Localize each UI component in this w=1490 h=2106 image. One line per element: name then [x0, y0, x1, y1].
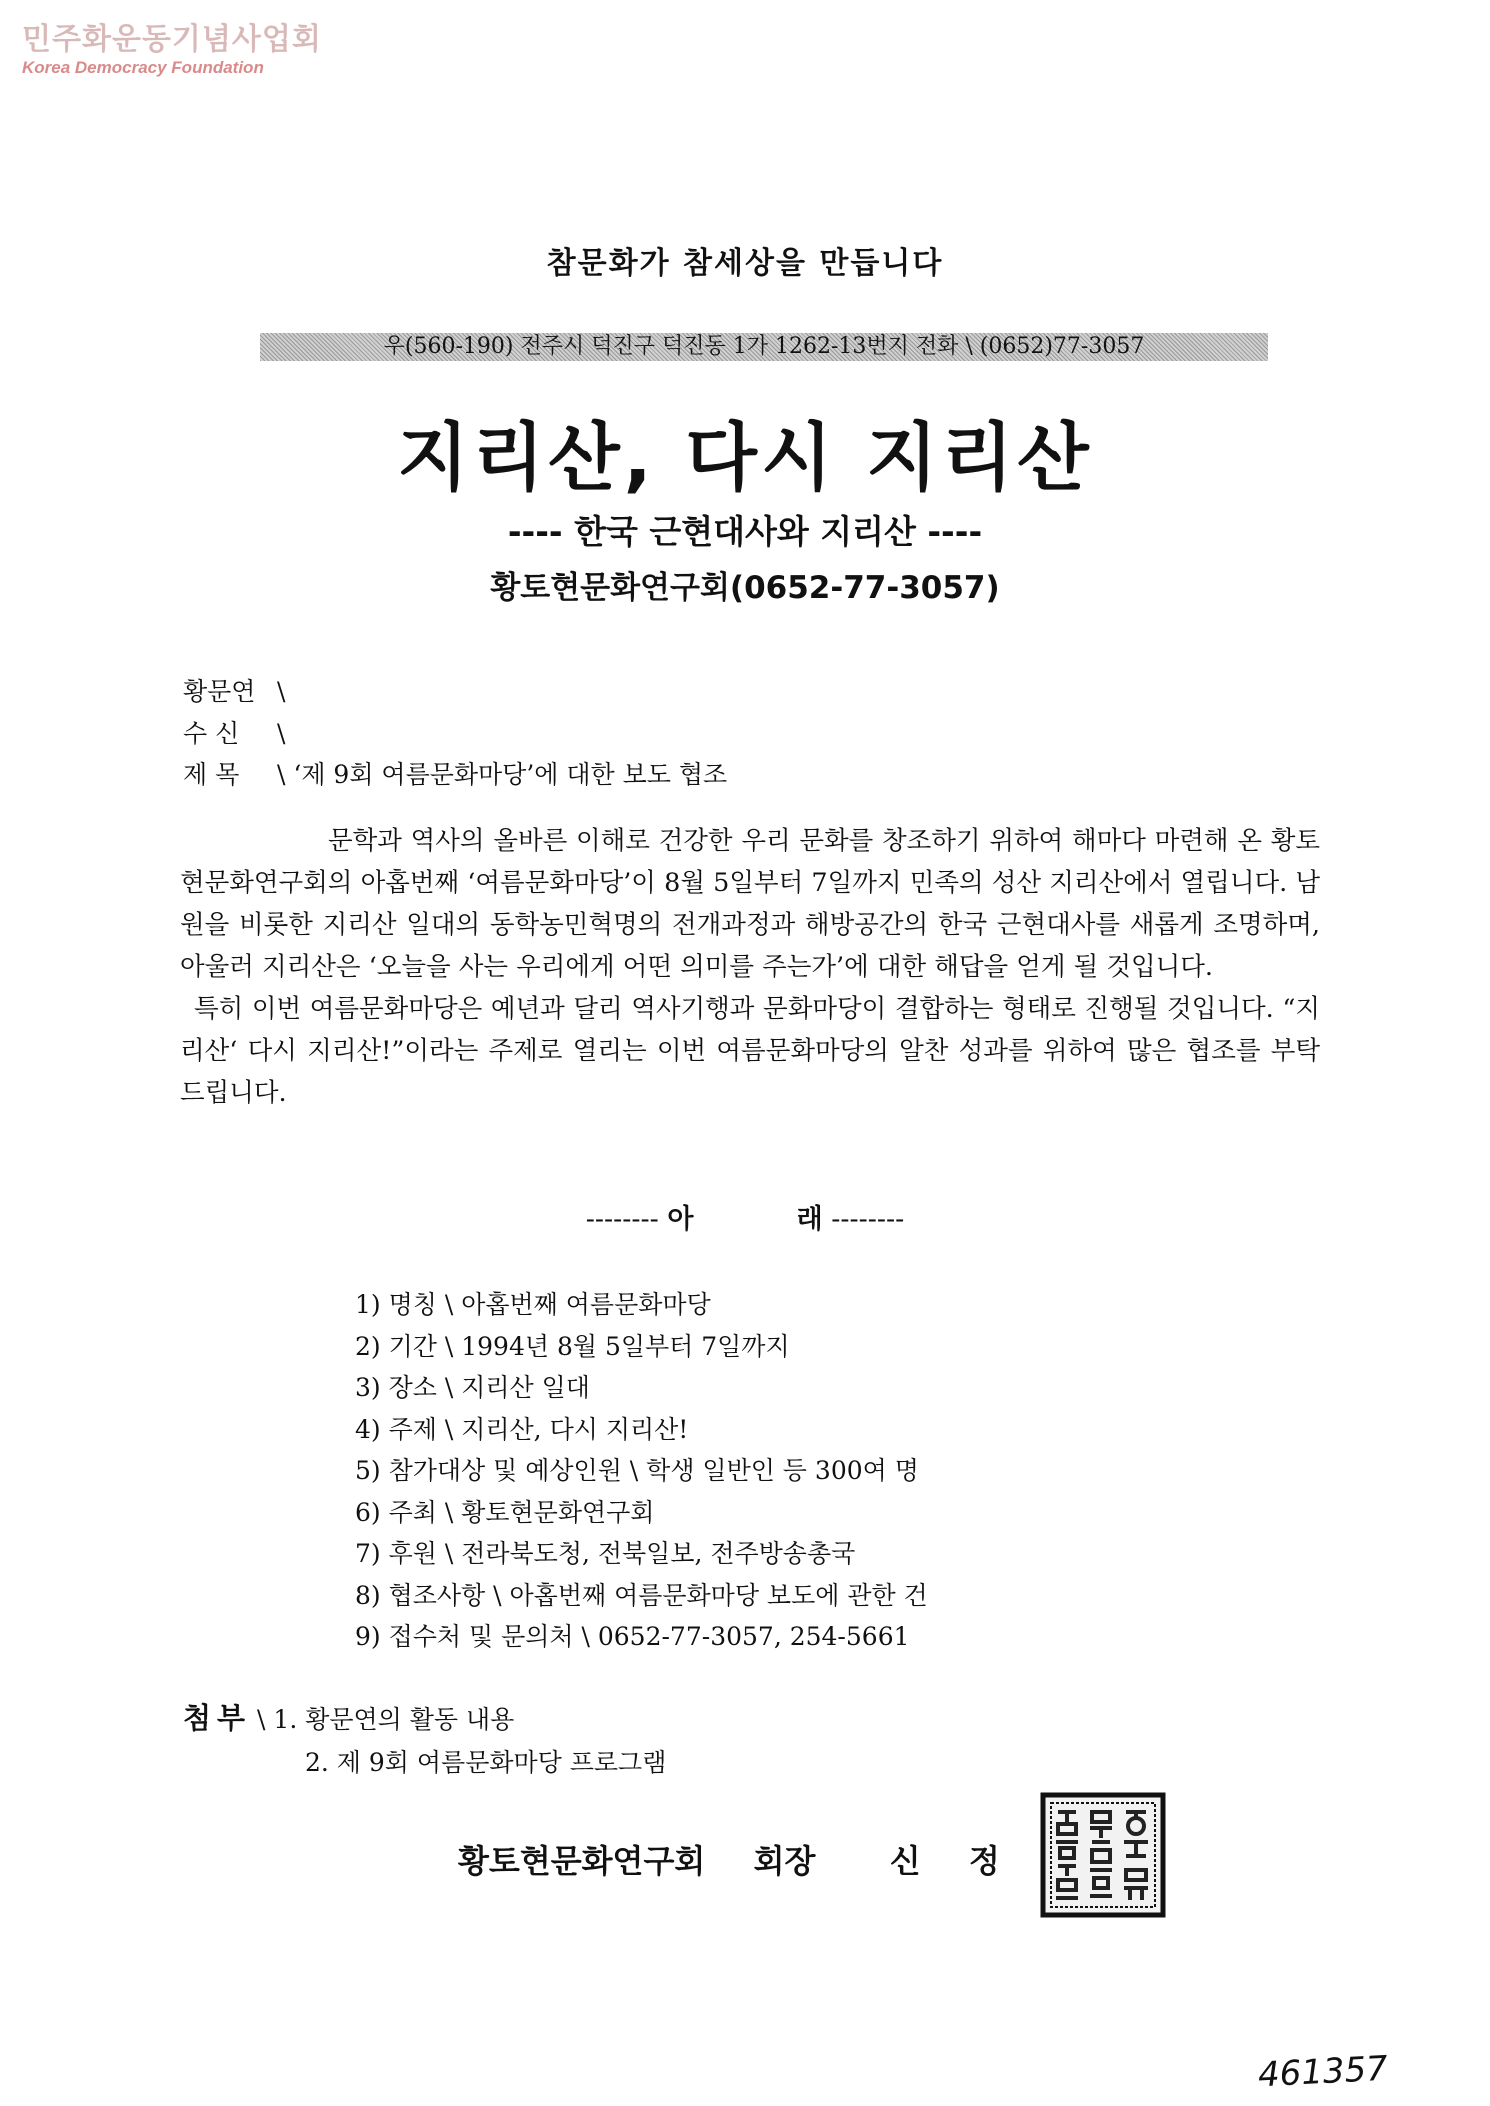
official-seal	[1040, 1792, 1166, 1918]
heading-word-left: 아	[667, 1204, 694, 1235]
list-item: 2) 기간 \ 1994년 8월 5일부터 7일까지	[355, 1331, 790, 1361]
heading-dashes-left: --------	[585, 1204, 659, 1235]
document-title: 지리산, 다시 지리산	[397, 415, 1093, 501]
signature-org: 황토현문화연구회	[458, 1842, 706, 1880]
header-label: 황문연	[183, 677, 256, 706]
section-heading	[0, 1200, 1490, 1240]
attachments-separator: \	[257, 1705, 266, 1734]
header-value: \ ‘제 9회 여름문화마당’에 대한 보도 협조	[277, 760, 728, 789]
signature-name-char: 정	[968, 1842, 1000, 1880]
signature-name-char: 신	[889, 1842, 921, 1880]
list-item: 9) 접수처 및 문의처 \ 0652-77-3057, 254-5661	[355, 1622, 910, 1651]
heading-dashes-right: --------	[831, 1204, 905, 1235]
header-field-sender	[183, 674, 285, 710]
list-item: 1) 명칭 \ 아홉번째 여름문화마당	[355, 1290, 711, 1319]
attachments	[183, 1696, 514, 1742]
list-item: 6) 주최 \ 황토현문화연구회	[355, 1497, 655, 1527]
list-item: 5) 참가대상 및 예상인원 \ 학생 일반인 등 300여 명	[355, 1456, 919, 1485]
list-item: 3) 장소 \ 지리산 일대	[355, 1373, 590, 1402]
body-paragraph: 문학과 역사의 올바른 이해로 건강한 우리 문화를 창조하기 위하여 해마다 마련해 온 황토현문화연구회의 아홉번째 ‘여름문화마당’이 8월 5일부터 7일까지 민족의 성산 지리산에서 열립니다. 남원을 비롯한 지리산 일대의 동학농민혁명의 전개과정과 해방공간의 한국 근현대사를 새롭게 조명하며, 아울러 지리산은 ‘오늘을 사는 우리에게 어떤 의미를 주는가’에 대한 해답을 얻게 될 것입니다.	[180, 826, 1320, 982]
attachments-label: 첨부	[183, 1701, 252, 1735]
watermark-english: Korea Democracy Foundation	[22, 58, 264, 77]
list-item: 4) 주제 \ 지리산, 다시 지리산!	[355, 1414, 689, 1444]
details-list	[355, 1284, 928, 1658]
document-number: 461357	[1257, 2048, 1389, 2096]
header-field-subject	[183, 757, 727, 793]
header-label: 제 목	[183, 760, 240, 789]
attachment-item: 1. 황문연의 활동 내용	[273, 1705, 515, 1734]
list-item: 8) 협조사항 \ 아홉번째 여름문화마당 보도에 관한 건	[355, 1580, 928, 1610]
header-label: 수 신	[183, 719, 240, 748]
header-value: \	[277, 719, 286, 748]
header-field-recipient	[183, 716, 285, 752]
motto: 참문화가 참세상을 만듭니다	[546, 246, 944, 281]
address-bar: 우(560-190) 전주시 덕진구 덕진동 1가 1262-13번지 전화 \ (0652)77-3057	[260, 333, 1268, 361]
list-item: 7) 후원 \ 전라북도청, 전북일보, 전주방송총국	[355, 1539, 856, 1568]
heading-word-right: 래	[796, 1204, 823, 1235]
body-text	[180, 820, 1320, 1114]
document-subtitle: ---- 한국 근현대사와 지리산 ----	[507, 512, 983, 551]
header-value: \	[277, 677, 286, 706]
signature-line	[458, 1836, 1079, 1886]
attachment-item: 2. 제 9회 여름문화마당 프로그램	[305, 1748, 667, 1777]
body-paragraph: 특히 이번 여름문화마당은 예년과 달리 역사기행과 문화마당이 결합하는 형태로 진행될 것입니다. “지리산‘ 다시 지리산!”이라는 주제로 열리는 이번 여름문화마당의 알찬 성과를 위하여 많은 협조를 부탁 드립니다.	[180, 994, 1320, 1108]
watermark	[22, 22, 322, 78]
organization-line: 황토현문화연구회(0652-77-3057)	[490, 570, 1000, 606]
signature-role: 회장	[753, 1842, 816, 1880]
watermark-korean: 민주화운동기념사업회	[22, 22, 322, 57]
